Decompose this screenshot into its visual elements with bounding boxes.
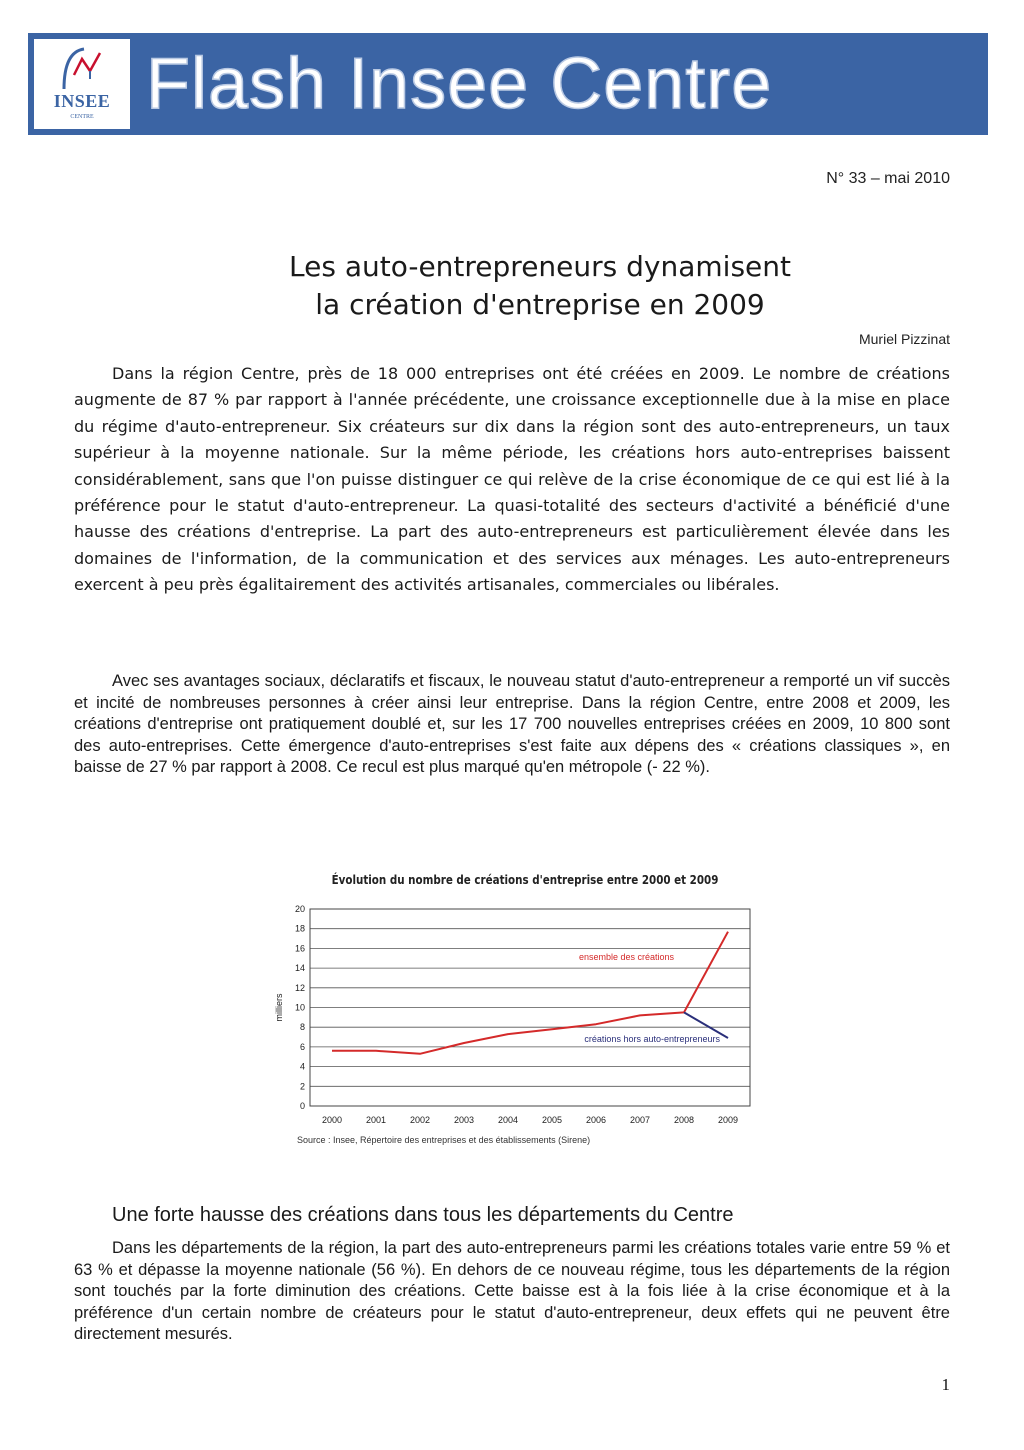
logo-text: INSEE — [53, 91, 111, 111]
line-chart — [260, 895, 760, 1131]
series-label-1: ensemble des créations — [578, 952, 674, 963]
y-tick-label: 10 — [294, 1002, 305, 1013]
author: Muriel Pizzinat — [858, 331, 950, 347]
x-tick-label: 2005 — [541, 1115, 563, 1125]
page-number: 1 — [941, 1375, 950, 1394]
publication-title: Flash Insee Centre — [146, 44, 773, 124]
article-title-line-2: la création d'entreprise en 2009 — [315, 288, 765, 321]
body-paragraph-1: Avec ses avantages sociaux, déclaratifs et fiscaux, le nouveau statut d'auto-entrepreneur a remporté un vif succès et incité de nombreuses personnes à créer ainsi leur entreprise. Dans la région Centre, entre 2008 et 2009, les créations d'entreprise ont pratiquement doublé et, sur les 17 700 nouvelles entreprises créées en 2009, 10 800 sont des auto-entreprises. Cette émergence d'auto-entreprises s'est faite aux dépens des « créations classiques », en baisse de 27 % par rapport à 2008. Ce recul est plus marqué qu'en métropole (- 22 %). — [74, 672, 950, 776]
x-tick-label: 2008 — [673, 1115, 695, 1125]
x-tick-label: 2001 — [365, 1115, 387, 1125]
y-tick-label: 14 — [294, 963, 305, 974]
x-tick-label: 2006 — [585, 1115, 607, 1125]
x-tick-label: 2002 — [409, 1115, 431, 1125]
x-tick-label: 2009 — [717, 1115, 739, 1125]
y-tick-label: 8 — [299, 1022, 305, 1033]
chart-title: Évolution du nombre de créations d'entreprise entre 2000 et 2009 — [331, 873, 719, 887]
section-title: Une forte hausse des créations dans tous les départements du Centre — [112, 1204, 734, 1226]
intro-paragraph: Dans la région Centre, près de 18 000 entreprises ont été créées en 2009. Le nombre de créations augmente de 87 % par rapport à l'année précédente, une croissance exceptionnelle due à la mise en place du régime d'auto-entrepreneur. Six créateurs sur dix dans la région sont des auto-entrepreneurs, un taux supérieur à la moyenne nationale. Sur la même période, les créations hors auto-entreprises baissent considérablement, sans que l'on puisse distinguer ce qui relève de la crise économique de ce qui est lié à la préférence pour le statut d'auto-entrepreneur. La quasi-totalité des secteurs d'activité a bénéficié d'une hausse des créations d'entreprise. La part des auto-entrepreneurs est particulièrement élevée dans les domaines de l'information, de la communication et des services aux ménages. Les auto-entrepreneurs exercent à peu près égalitairement des activités artisanales, commerciales ou libérales. — [74, 364, 950, 595]
chart-source: Source : Insee, Répertoire des entreprises et des établissements (Sirene) — [297, 1135, 591, 1145]
y-tick-label: 6 — [299, 1041, 305, 1052]
logo-subtext: CENTRE — [70, 114, 94, 120]
y-tick-label: 2 — [299, 1081, 305, 1092]
x-tick-label: 2007 — [629, 1115, 651, 1125]
y-tick-label: 12 — [294, 982, 305, 993]
insee-logo — [34, 39, 130, 129]
y-axis-label: milliers — [274, 993, 284, 1022]
article-title — [120, 248, 960, 324]
y-tick-label: 20 — [294, 904, 305, 914]
y-tick-label: 18 — [294, 923, 305, 934]
x-tick-label: 2004 — [497, 1115, 519, 1125]
issue-number: N° 33 – mai 2010 — [826, 170, 950, 187]
header-banner — [28, 33, 988, 135]
y-tick-label: 16 — [294, 943, 305, 954]
logo-mark-icon — [60, 45, 104, 91]
x-tick-label: 2000 — [321, 1115, 343, 1125]
x-tick-label: 2003 — [453, 1115, 475, 1125]
series-label-2: créations hors auto-entrepreneurs — [584, 1033, 720, 1044]
body-paragraph-2: Dans les départements de la région, la part des auto-entrepreneurs parmi les créations totales varie entre 59 % et 63 % et dépasse la moyenne nationale (56 %). En dehors de ce nouveau régime, tous les départements de la région sont touchés par la forte diminution des créations. Cette baisse est à la fois liée à la crise économique et à la préférence d'un certain nombre de créateurs pour le statut d'auto-entrepreneur, deux effets qui ne peuvent être directement mesurés. — [74, 1239, 950, 1343]
article-title-line-1: Les auto-entrepreneurs dynamisent — [289, 250, 791, 283]
y-tick-label: 4 — [299, 1061, 305, 1072]
y-tick-label: 0 — [299, 1101, 305, 1111]
